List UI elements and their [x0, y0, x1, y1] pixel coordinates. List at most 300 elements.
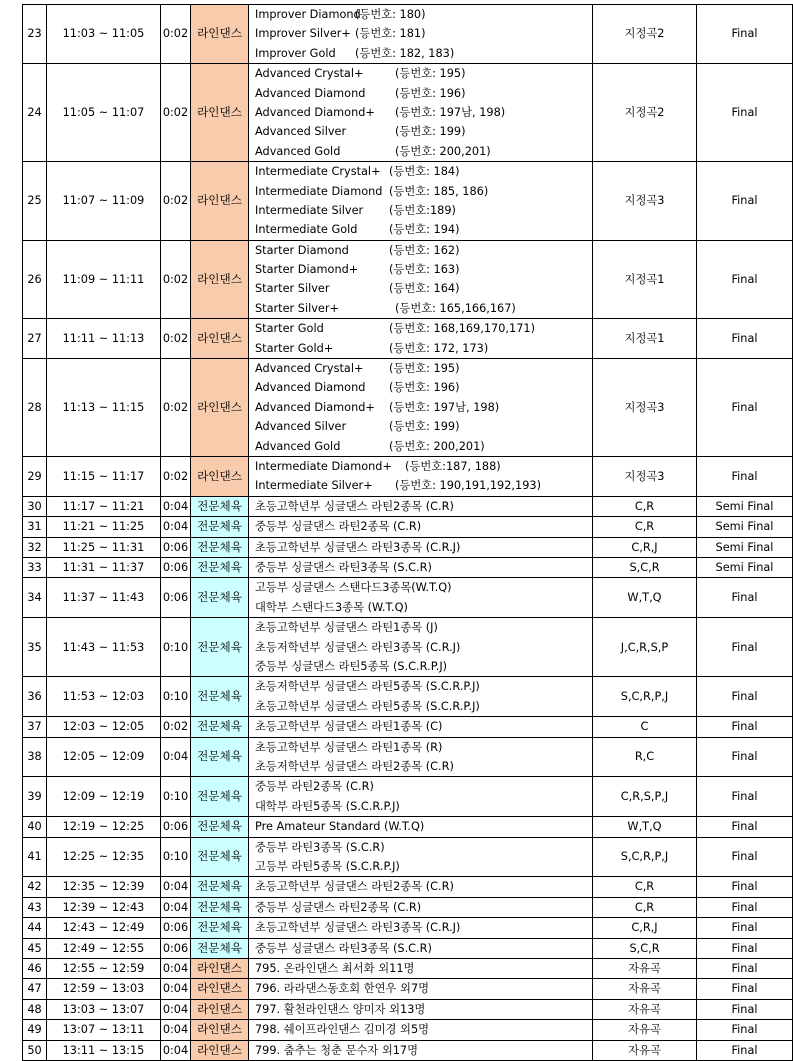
event-name: 고등부 라틴5종목 (S.C.R.P.J)	[255, 859, 400, 873]
event-name: 초등고학년부 싱글댄스 라틴1종목 (R)	[255, 740, 443, 754]
event-name: 초등고학년부 싱글댄스 라틴2종목 (C.R)	[255, 880, 454, 894]
time-range: 12:43 ~ 12:49	[47, 918, 161, 938]
music: C,R,J	[593, 537, 697, 557]
schedule-row	[23, 456, 793, 496]
round: Final	[697, 938, 793, 958]
time-range: 11:13 ~ 11:15	[47, 359, 161, 457]
category: 전문체육	[191, 837, 249, 877]
event-line	[255, 657, 592, 676]
event-name: Advanced Diamond	[255, 86, 366, 100]
event-line	[255, 319, 592, 338]
round: Final	[697, 897, 793, 917]
round: Final	[697, 777, 793, 817]
registration-numbers: (등번호: 163)	[389, 263, 460, 277]
event-name: Advanced Gold	[255, 439, 341, 453]
duration: 0:04	[161, 1020, 191, 1040]
event-line	[255, 457, 592, 476]
registration-numbers: (등번호: 162)	[389, 243, 460, 257]
event-name: 796. 라라댄스동호회 한연우 외7명	[255, 982, 430, 996]
time-range: 12:05 ~ 12:09	[47, 737, 161, 777]
music: C,R,J	[593, 918, 697, 938]
music: 지정곡2	[593, 5, 697, 64]
duration: 0:02	[161, 64, 191, 162]
event-name: Advanced Crystal+	[255, 362, 364, 376]
event-line	[255, 797, 592, 816]
category: 전문체육	[191, 777, 249, 817]
schedule-row	[23, 999, 793, 1019]
event-cell	[249, 877, 593, 897]
event-name: 795. 온라인댄스 최서화 외11명	[255, 961, 415, 975]
event-cell	[249, 817, 593, 837]
schedule-row	[23, 877, 793, 897]
round: Final	[697, 979, 793, 999]
round: Final	[697, 677, 793, 717]
music: J,C,R,S,P	[593, 618, 697, 677]
music: 지정곡3	[593, 456, 697, 496]
event-cell	[249, 557, 593, 577]
round: Final	[697, 618, 793, 677]
registration-numbers: (등번호: 199)	[389, 420, 460, 434]
duration: 0:06	[161, 537, 191, 557]
schedule-row	[23, 5, 793, 64]
event-name: 초등고학년부 싱글댄스 라틴3종목 (C.R.J)	[255, 921, 461, 935]
time-range: 11:11 ~ 11:13	[47, 319, 161, 359]
registration-numbers: (등번호: 197남, 198)	[389, 400, 500, 414]
event-cell	[249, 777, 593, 817]
event-line	[255, 979, 592, 998]
event-line	[255, 398, 592, 417]
event-name: 초등저학년부 싱글댄스 라틴2종목 (C.R)	[255, 759, 454, 773]
schedule-row	[23, 618, 793, 677]
event-line	[255, 777, 592, 796]
row-number: 31	[23, 517, 47, 537]
event-cell	[249, 1040, 593, 1060]
event-line	[255, 817, 592, 836]
schedule-row	[23, 240, 793, 319]
schedule-row	[23, 777, 793, 817]
event-name: Improver Gold	[255, 46, 336, 60]
category: 라인댄스	[191, 979, 249, 999]
event-line	[255, 182, 592, 201]
registration-numbers: (등번호: 185, 186)	[389, 184, 489, 198]
row-number: 46	[23, 958, 47, 978]
event-line	[255, 201, 592, 220]
round: Final	[697, 837, 793, 877]
event-cell	[249, 837, 593, 877]
music: C,R	[593, 517, 697, 537]
music: S,C,R	[593, 557, 697, 577]
event-name: 초등고학년부 싱글댄스 라틴3종목 (C.R.J)	[255, 540, 461, 554]
time-range: 11:53 ~ 12:03	[47, 677, 161, 717]
music: W,T,Q	[593, 817, 697, 837]
event-name: Advanced Crystal+	[255, 67, 364, 81]
duration: 0:10	[161, 618, 191, 677]
music: S,C,R,P,J	[593, 677, 697, 717]
row-number: 37	[23, 717, 47, 737]
category: 전문체육	[191, 877, 249, 897]
event-name: 대학부 라틴5종목 (S.C.R.P.J)	[255, 799, 400, 813]
event-line	[255, 497, 592, 516]
event-line	[255, 517, 592, 536]
event-name: 중등부 싱글댄스 라틴3종목 (S.C.R)	[255, 560, 432, 574]
event-cell	[249, 240, 593, 319]
event-line	[255, 717, 592, 736]
event-line	[255, 598, 592, 617]
round: Final	[697, 240, 793, 319]
registration-numbers: (등번호: 172, 173)	[389, 341, 489, 355]
duration: 0:02	[161, 162, 191, 241]
music: 지정곡2	[593, 64, 697, 162]
music: C,R	[593, 877, 697, 897]
event-line	[255, 1020, 592, 1039]
round: Final	[697, 877, 793, 897]
schedule-row	[23, 496, 793, 516]
event-name: 고등부 싱글댄스 스탠다드3종목(W.T.Q)	[255, 581, 452, 595]
music: 자유곡	[593, 979, 697, 999]
registration-numbers: (등번호: 182, 183)	[355, 46, 455, 60]
event-name: Intermediate Diamond	[255, 184, 383, 198]
music: 자유곡	[593, 1040, 697, 1060]
event-line	[255, 162, 592, 181]
row-number: 32	[23, 537, 47, 557]
row-number: 27	[23, 319, 47, 359]
time-range: 12:59 ~ 13:03	[47, 979, 161, 999]
event-line	[255, 359, 592, 378]
event-name: Starter Silver	[255, 282, 330, 296]
round: Semi Final	[697, 496, 793, 516]
event-name: Advanced Silver	[255, 125, 347, 139]
category: 라인댄스	[191, 958, 249, 978]
event-line	[255, 5, 592, 24]
row-number: 35	[23, 618, 47, 677]
row-number: 30	[23, 496, 47, 516]
schedule-row	[23, 319, 793, 359]
event-line	[255, 279, 592, 298]
event-line	[255, 339, 592, 358]
duration: 0:04	[161, 999, 191, 1019]
music: C,R,S,P,J	[593, 777, 697, 817]
event-cell	[249, 897, 593, 917]
event-cell	[249, 359, 593, 457]
event-name: 중등부 라틴3종목 (S.C.R)	[255, 840, 385, 854]
duration: 0:02	[161, 240, 191, 319]
time-range: 11:37 ~ 11:43	[47, 578, 161, 618]
time-range: 11:21 ~ 11:25	[47, 517, 161, 537]
registration-numbers: (등번호: 196)	[395, 86, 466, 100]
duration: 0:04	[161, 1040, 191, 1060]
music: S,C,R,P,J	[593, 837, 697, 877]
event-line	[255, 738, 592, 757]
event-line	[255, 437, 592, 456]
event-line	[255, 697, 592, 716]
event-line	[255, 618, 592, 637]
row-number: 41	[23, 837, 47, 877]
round: Final	[697, 737, 793, 777]
registration-numbers: (등번호: 168,169,170,171)	[389, 322, 535, 336]
duration: 0:04	[161, 979, 191, 999]
schedule-row	[23, 162, 793, 241]
event-line	[255, 476, 592, 495]
event-cell	[249, 496, 593, 516]
event-name: Starter Silver+	[255, 301, 339, 315]
row-number: 48	[23, 999, 47, 1019]
time-range: 13:11 ~ 13:15	[47, 1040, 161, 1060]
category: 전문체육	[191, 938, 249, 958]
row-number: 34	[23, 578, 47, 618]
event-cell	[249, 64, 593, 162]
round: Final	[697, 817, 793, 837]
music: R,C	[593, 737, 697, 777]
event-name: 초등고학년부 싱글댄스 라틴2종목 (C.R)	[255, 499, 454, 513]
event-name: 초등저학년부 싱글댄스 라틴5종목 (S.C.R.P.J)	[255, 680, 480, 694]
duration: 0:06	[161, 918, 191, 938]
event-name: 중등부 라틴2종목 (C.R)	[255, 780, 374, 794]
event-cell	[249, 537, 593, 557]
duration: 0:06	[161, 938, 191, 958]
category: 라인댄스	[191, 240, 249, 319]
row-number: 33	[23, 557, 47, 577]
event-name: Starter Diamond	[255, 243, 349, 257]
event-name: 초등고학년부 싱글댄스 라틴1종목 (C)	[255, 720, 443, 734]
category: 전문체육	[191, 517, 249, 537]
event-line	[255, 241, 592, 260]
registration-numbers: (등번호: 194)	[389, 223, 460, 237]
event-line	[255, 260, 592, 279]
event-cell	[249, 979, 593, 999]
event-name: Advanced Silver	[255, 420, 347, 434]
row-number: 44	[23, 918, 47, 938]
category: 라인댄스	[191, 456, 249, 496]
event-name: 799. 춤추는 청춘 문수자 외17명	[255, 1043, 419, 1057]
schedule-row	[23, 359, 793, 457]
row-number: 45	[23, 938, 47, 958]
event-cell	[249, 319, 593, 359]
schedule-row	[23, 837, 793, 877]
duration: 0:06	[161, 578, 191, 618]
event-line	[255, 857, 592, 876]
round: Final	[697, 319, 793, 359]
duration: 0:02	[161, 5, 191, 64]
music: 지정곡3	[593, 162, 697, 241]
round: Final	[697, 717, 793, 737]
schedule-row	[23, 737, 793, 777]
time-range: 13:07 ~ 13:11	[47, 1020, 161, 1040]
event-name: 중등부 싱글댄스 라틴3종목 (S.C.R)	[255, 941, 432, 955]
duration: 0:04	[161, 958, 191, 978]
registration-numbers: (등번호: 165,166,167)	[395, 301, 516, 315]
schedule-row	[23, 938, 793, 958]
event-line	[255, 939, 592, 958]
event-name: Improver Diamond	[255, 8, 361, 21]
event-line	[255, 299, 592, 318]
schedule-row	[23, 1020, 793, 1040]
category: 전문체육	[191, 897, 249, 917]
round: Final	[697, 64, 793, 162]
time-range: 12:55 ~ 12:59	[47, 958, 161, 978]
registration-numbers: (등번호: 164)	[389, 282, 460, 296]
event-line	[255, 918, 592, 937]
event-cell	[249, 618, 593, 677]
category: 라인댄스	[191, 1040, 249, 1060]
music: W,T,Q	[593, 578, 697, 618]
event-cell	[249, 958, 593, 978]
event-name: 초등고학년부 싱글댄스 라틴1종목 (J)	[255, 621, 438, 635]
event-cell	[249, 737, 593, 777]
time-range: 11:03 ~ 11:05	[47, 5, 161, 64]
row-number: 47	[23, 979, 47, 999]
music: 자유곡	[593, 1020, 697, 1040]
event-line	[255, 84, 592, 103]
event-line	[255, 64, 592, 83]
duration: 0:10	[161, 677, 191, 717]
event-line	[255, 757, 592, 776]
row-number: 36	[23, 677, 47, 717]
round: Final	[697, 162, 793, 241]
schedule-row	[23, 578, 793, 618]
event-name: Intermediate Silver	[255, 203, 364, 217]
event-cell	[249, 999, 593, 1019]
round: Semi Final	[697, 537, 793, 557]
event-name: Intermediate Crystal+	[255, 165, 381, 179]
event-name: Starter Diamond+	[255, 263, 359, 277]
event-name: Advanced Diamond+	[255, 400, 375, 414]
duration: 0:02	[161, 319, 191, 359]
round: Semi Final	[697, 557, 793, 577]
schedule-row	[23, 677, 793, 717]
duration: 0:06	[161, 817, 191, 837]
schedule-body	[23, 5, 793, 1061]
music: 지정곡3	[593, 359, 697, 457]
registration-numbers: (등번호: 180)	[355, 8, 426, 21]
registration-numbers: (등번호:187, 188)	[405, 459, 501, 473]
event-line	[255, 378, 592, 397]
event-line	[255, 959, 592, 978]
event-line	[255, 1041, 592, 1060]
schedule-row	[23, 517, 793, 537]
event-line	[255, 838, 592, 857]
event-name: Starter Gold+	[255, 341, 334, 355]
round: Final	[697, 5, 793, 64]
event-line	[255, 122, 592, 141]
schedule-row	[23, 557, 793, 577]
category: 전문체육	[191, 717, 249, 737]
row-number: 25	[23, 162, 47, 241]
event-name: Advanced Diamond+	[255, 105, 375, 119]
music: C,R	[593, 496, 697, 516]
round: Final	[697, 578, 793, 618]
event-name: Improver Silver+	[255, 27, 351, 41]
event-line	[255, 877, 592, 896]
event-line	[255, 417, 592, 436]
event-name: Intermediate Diamond+	[255, 459, 392, 473]
round: Final	[697, 456, 793, 496]
row-number: 29	[23, 456, 47, 496]
round: Final	[697, 999, 793, 1019]
duration: 0:04	[161, 496, 191, 516]
time-range: 11:43 ~ 11:53	[47, 618, 161, 677]
category: 라인댄스	[191, 162, 249, 241]
event-name: Advanced Diamond	[255, 381, 366, 395]
event-cell	[249, 938, 593, 958]
duration: 0:04	[161, 877, 191, 897]
time-range: 12:19 ~ 12:25	[47, 817, 161, 837]
row-number: 24	[23, 64, 47, 162]
time-range: 11:07 ~ 11:09	[47, 162, 161, 241]
event-name: Pre Amateur Standard (W.T.Q)	[255, 820, 425, 834]
event-name: 초등고학년부 싱글댄스 라틴5종목 (S.C.R.P.J)	[255, 699, 480, 713]
category: 전문체육	[191, 557, 249, 577]
row-number: 23	[23, 5, 47, 64]
schedule-row	[23, 717, 793, 737]
time-range: 11:09 ~ 11:11	[47, 240, 161, 319]
event-name: Starter Gold	[255, 322, 324, 336]
event-line	[255, 898, 592, 917]
registration-numbers: (등번호: 196)	[389, 381, 460, 395]
event-line	[255, 103, 592, 122]
round: Final	[697, 1040, 793, 1060]
schedule-row	[23, 979, 793, 999]
time-range: 11:17 ~ 11:21	[47, 496, 161, 516]
event-line	[255, 24, 592, 43]
time-range: 12:35 ~ 12:39	[47, 877, 161, 897]
duration: 0:04	[161, 897, 191, 917]
event-line	[255, 578, 592, 597]
time-range: 11:31 ~ 11:37	[47, 557, 161, 577]
duration: 0:04	[161, 517, 191, 537]
category: 전문체육	[191, 677, 249, 717]
category: 라인댄스	[191, 64, 249, 162]
registration-numbers: (등번호: 195)	[389, 362, 460, 376]
event-line	[255, 638, 592, 657]
schedule-row	[23, 1040, 793, 1060]
event-name: 중등부 싱글댄스 라틴2종목 (C.R)	[255, 520, 422, 534]
duration: 0:02	[161, 456, 191, 496]
time-range: 12:39 ~ 12:43	[47, 897, 161, 917]
schedule-row	[23, 918, 793, 938]
event-cell	[249, 517, 593, 537]
category: 전문체육	[191, 578, 249, 618]
music: 지정곡1	[593, 319, 697, 359]
row-number: 39	[23, 777, 47, 817]
event-name: Intermediate Gold	[255, 223, 358, 237]
category: 전문체육	[191, 918, 249, 938]
event-cell	[249, 677, 593, 717]
category: 전문체육	[191, 537, 249, 557]
duration: 0:02	[161, 359, 191, 457]
registration-numbers: (등번호: 181)	[355, 27, 426, 41]
schedule-row	[23, 817, 793, 837]
category: 라인댄스	[191, 1020, 249, 1040]
schedule-row	[23, 897, 793, 917]
time-range: 13:03 ~ 13:07	[47, 999, 161, 1019]
event-name: 중등부 싱글댄스 라틴2종목 (C.R)	[255, 900, 422, 914]
category: 전문체육	[191, 496, 249, 516]
registration-numbers: (등번호: 195)	[395, 67, 466, 81]
event-name: 798. 쉐이프라인댄스 김미경 외5명	[255, 1023, 430, 1037]
time-range: 12:03 ~ 12:05	[47, 717, 161, 737]
round: Semi Final	[697, 517, 793, 537]
row-number: 43	[23, 897, 47, 917]
duration: 0:10	[161, 837, 191, 877]
row-number: 28	[23, 359, 47, 457]
music: 자유곡	[593, 958, 697, 978]
registration-numbers: (등번호: 200,201)	[389, 439, 485, 453]
event-cell	[249, 456, 593, 496]
event-cell	[249, 1020, 593, 1040]
category: 전문체육	[191, 737, 249, 777]
row-number: 26	[23, 240, 47, 319]
duration: 0:02	[161, 717, 191, 737]
